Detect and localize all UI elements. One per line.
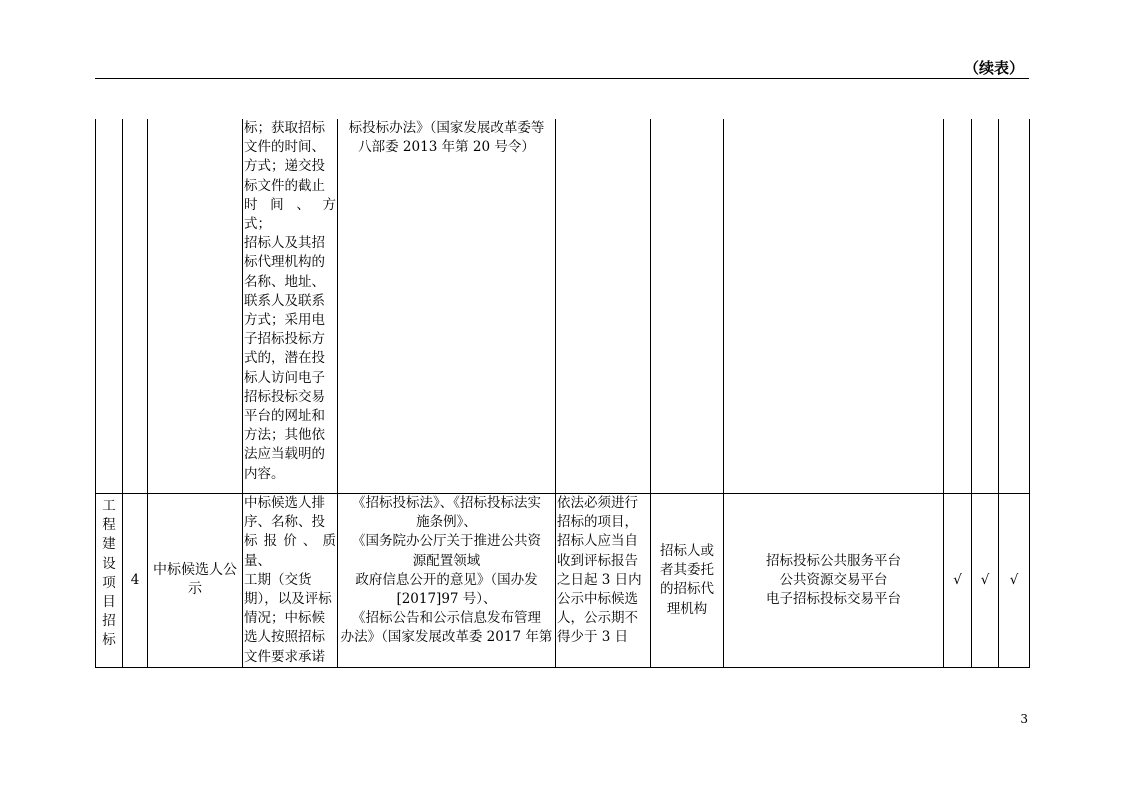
channel-cell: 招标投标公共服务平台 公共资源交易平台 电子招标投标交易平台 [724, 494, 944, 668]
check-cell: √ [972, 494, 999, 668]
category-char: 项 [102, 574, 116, 591]
subject-cell [651, 119, 724, 494]
table-row [96, 494, 1030, 668]
index-cell: 4 [123, 494, 148, 668]
header-rule [95, 78, 1029, 79]
table-row [96, 119, 1030, 494]
category-char: 目 [102, 594, 116, 611]
subject-cell: 招标人或 者其委托 的招标代 理机构 [651, 494, 724, 668]
basis-cell: 标投标办法》（国家发展改革委等 八部委 2013 年第 20 号令） [338, 119, 556, 494]
disclosure-table [95, 119, 1030, 668]
category-char: 建 [102, 536, 116, 553]
category-char: 程 [102, 517, 116, 534]
content-cell: 标；获取招标 文件的时间、 方式；递交投 标文件的截止 时间、方 式； 招标人及其招 标代理机构的 名称、地址、 联系人及联系 方式；采用电 子招标投标方 式的，潜在投 标人访问电子 招标投标交易 平台的网址和 方法；其他依 法应当载明的 内容。 [243, 119, 338, 494]
item-cell [148, 119, 243, 494]
category-char: 标 [102, 632, 116, 649]
scope-cell [556, 119, 651, 494]
category-char: 设 [102, 555, 116, 572]
check-cell: √ [944, 494, 972, 668]
continued-label: （续表） [963, 59, 1024, 77]
channel-cell [724, 119, 944, 494]
page-number: 3 [1020, 712, 1028, 726]
category-char: 招 [102, 613, 116, 630]
category-char: 工 [102, 498, 116, 514]
check-cell [972, 119, 999, 494]
category-cell [96, 119, 123, 494]
index-cell [123, 119, 148, 494]
check-cell: √ [999, 494, 1030, 668]
category-cell [96, 494, 123, 668]
scope-cell: 依法必须进行 招标的项目， 招标人应当自 收到评标报告 之日起 3 日内 公示中标候选 人，公示期不 得少于 3 日 [556, 494, 651, 668]
basis-cell: 《招标投标法》、《招标投标法实 施条例》、 《国务院办公厅关于推进公共资 源配置领域 政府信息公开的意见》（国办发 [2017]97 号）、 《招标公告和公示信息发布管理 办法》（国家发展改革委 2017 年第 [338, 494, 556, 668]
check-cell [999, 119, 1030, 494]
check-cell [944, 119, 972, 494]
content-cell: 中标候选人排 序、名称、投 标报价、质量、 工期（交货 期），以及评标 情况；中标候 选人按照招标 文件要求承诺 [243, 494, 338, 668]
item-cell: 中标候选人公示 [148, 494, 243, 668]
